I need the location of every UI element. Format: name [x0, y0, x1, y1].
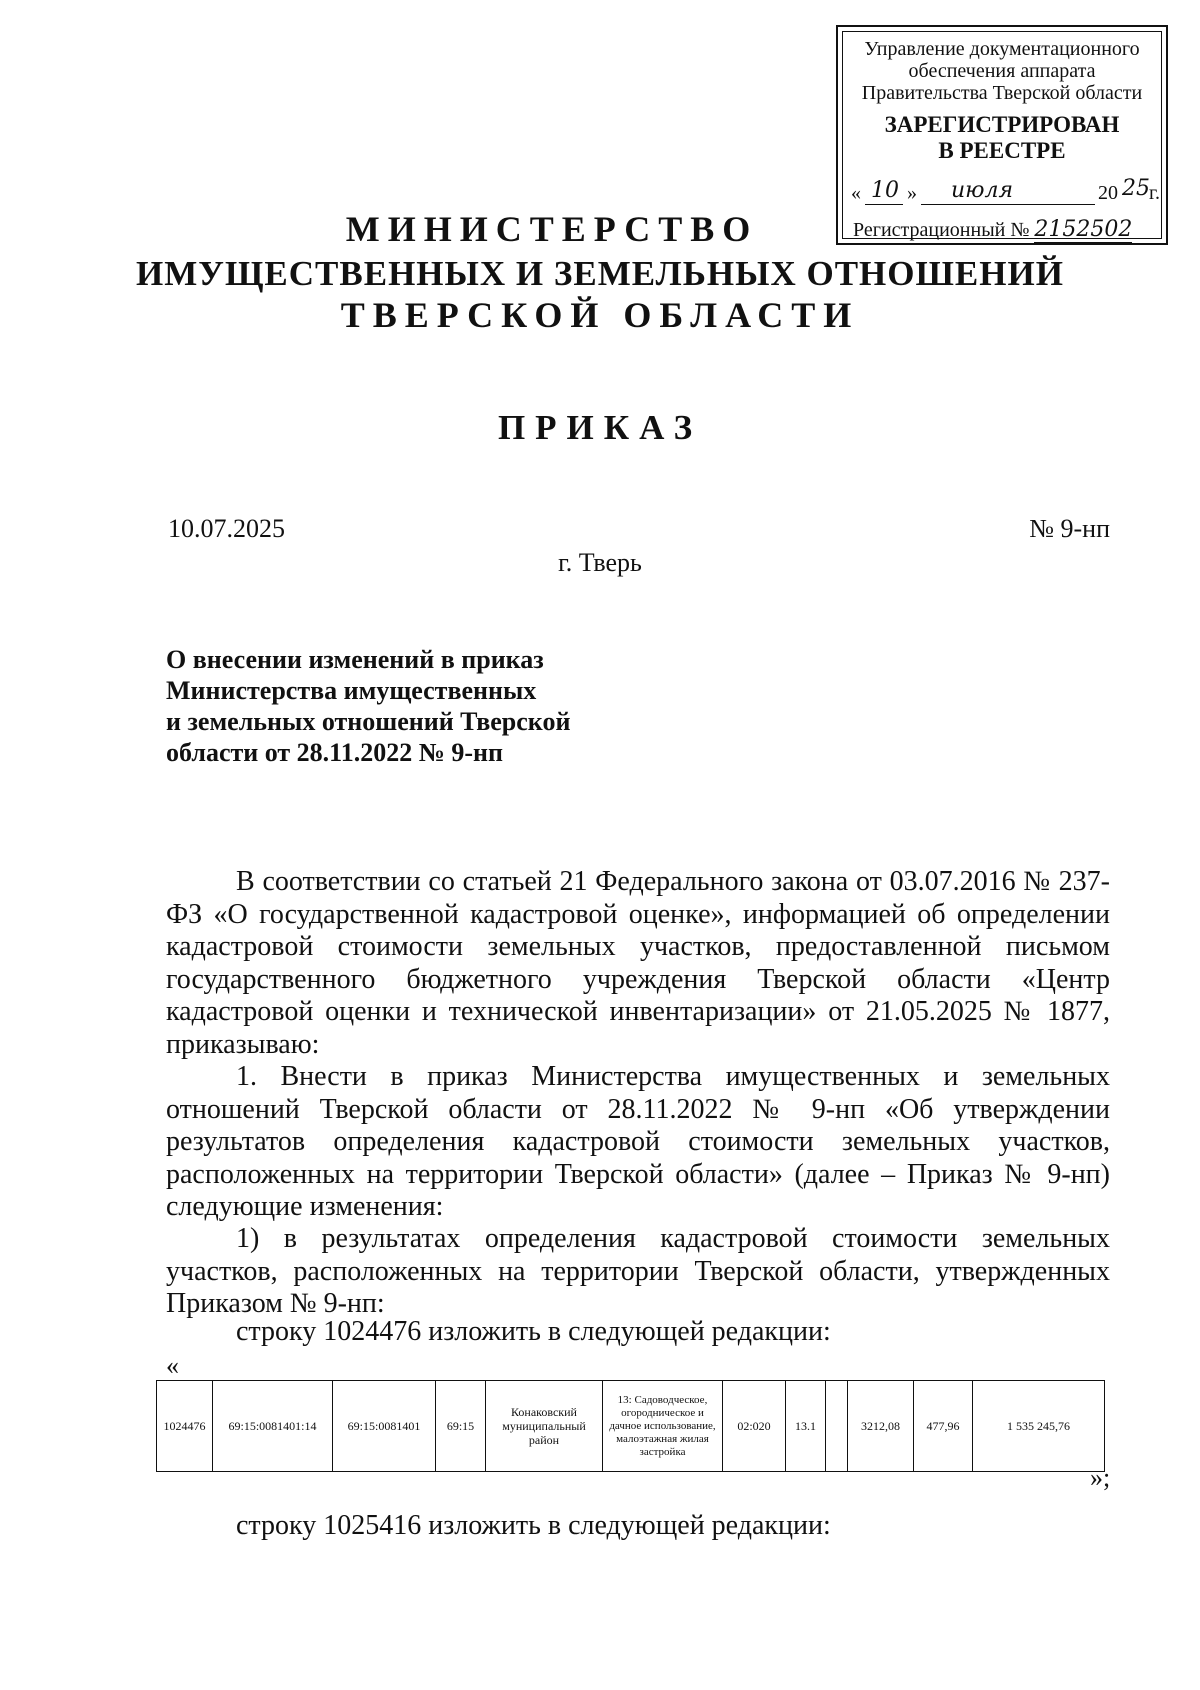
stamp-year-suffix: 25	[1122, 176, 1150, 201]
ministry-title-line3: ТВЕРСКОЙ ОБЛАСТИ	[340, 295, 860, 335]
cell-subgroup: 02:020	[723, 1381, 786, 1472]
table-row	[157, 1381, 1105, 1472]
stamp-org-line3: Правительства Тверской области	[861, 82, 1143, 104]
order-subject	[166, 644, 646, 768]
order-number: № 9-нп	[1029, 514, 1110, 543]
table-close-quote: »;	[1090, 1463, 1111, 1492]
document-type: ПРИКАЗ	[497, 408, 703, 447]
cell-land-use: 13: Садоводческое, огородническое и дачное использование, малоэтажная жилая застройка	[603, 1381, 723, 1472]
stamp-day-underline	[865, 204, 903, 205]
order-date: 10.07.2025	[168, 514, 285, 543]
stamp-quote-close: »	[907, 182, 917, 204]
row-instruction-1: строку 1024476 изложить в следующей редакции:	[236, 1316, 831, 1347]
cell-index: 1024476	[157, 1381, 213, 1472]
stamp-reg-number: 2152502	[1034, 217, 1133, 242]
stamp-date	[851, 176, 1160, 206]
stamp-month-underline	[921, 204, 1095, 205]
row-instruction-2: строку 1025416 изложить в следующей редакции:	[236, 1510, 831, 1541]
stamp-month: июля	[951, 178, 1014, 203]
cell-specific-value: 477,96	[914, 1381, 973, 1472]
stamp-year-prefix: 20	[1098, 182, 1118, 204]
stamp-day: 10	[871, 178, 899, 203]
paragraph-text: 1. Внести в приказ Министерства имущественных и земельных отношений Тверской области от 28.11.2022 № 9-нп «Об утверждении результатов определения кадастровой стоимости земельных участков, расположенных на территории Тверской области» (далее – Приказ № 9-нп) следующие изменения:	[166, 1061, 1110, 1222]
body-paragraph-2	[166, 1061, 1110, 1224]
stamp-org-line2: обеспечения аппарата	[908, 60, 1096, 82]
stamp-reg-label: Регистрационный №	[853, 219, 1030, 241]
stamp-org-line1: Управление документационного	[864, 38, 1140, 60]
ministry-title-line2: ИМУЩЕСТВЕННЫХ И ЗЕМЕЛЬНЫХ ОТНОШЕНИЙ	[136, 254, 1064, 293]
stamp-year-unit: г.	[1149, 182, 1160, 204]
stamp-registered-line1: ЗАРЕГИСТРИРОВАН	[884, 112, 1120, 137]
cell-code: 13.1	[786, 1381, 826, 1472]
table-open-quote: «	[166, 1351, 179, 1380]
stamp-quote-open: «	[851, 182, 861, 204]
subject-line1: О внесении изменений в приказ	[166, 645, 544, 674]
paragraph-text: 1) в результатах определения кадастровой стоимости земельных участков, расположенных на территории Тверской области, утвержденных Приказом № 9-нп:	[166, 1223, 1110, 1319]
paragraph-text: В соответствии со статьей 21 Федерального закона от 03.07.2016 № 237-ФЗ «О государственной кадастровой оценке», информацией об определении кадастровой стоимости земельных участков, предоставленной письмом государственного бюджетного учреждения Тверской области «Центр кадастровой оценки и технической инвентаризации» от 21.05.2025 № 1877, приказываю:	[166, 866, 1110, 1060]
cell-quarter: 69:15:0081401	[333, 1381, 436, 1472]
subject-line2: Министерства имущественных	[166, 676, 537, 705]
body-paragraph-3	[166, 1223, 1110, 1321]
stamp-registered-line2: В РЕЕСТРЕ	[938, 138, 1066, 163]
cell-cadastral-value: 1 535 245,76	[973, 1381, 1105, 1472]
cell-district-code: 69:15	[436, 1381, 486, 1472]
order-city: г. Тверь	[558, 548, 642, 577]
cadastral-value-table	[156, 1380, 1105, 1472]
cell-area: 3212,08	[848, 1381, 914, 1472]
cell-cadastral-number: 69:15:0081401:14	[213, 1381, 333, 1472]
subject-line3: и земельных отношений Тверской	[166, 707, 571, 736]
body-paragraph-1	[166, 866, 1110, 1061]
ministry-title-line1: МИНИСТЕРСТВО	[345, 209, 759, 249]
subject-line4: области от 28.11.2022 № 9-нп	[166, 738, 503, 767]
cell-municipality: Конаковский муниципальный район	[486, 1381, 603, 1472]
cell-empty	[826, 1381, 848, 1472]
